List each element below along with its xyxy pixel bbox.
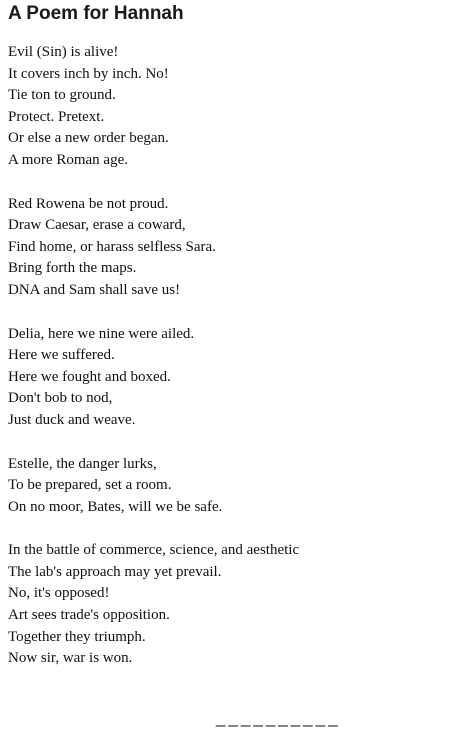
poem-line: Art sees trade's opposition. [8, 607, 170, 624]
poem-line: DNA and Sam shall save us! [8, 281, 181, 298]
poem-line: Bring forth the maps. [8, 260, 137, 277]
stanza-4 [8, 454, 463, 519]
poem-line: In the battle of commerce, science, and aesthetic [8, 542, 300, 559]
signature-rule: __________ [216, 708, 341, 727]
poem-line: No, it's opposed! [8, 585, 110, 602]
stanza-5 [8, 540, 463, 670]
poem-line: Don't bob to nod, [8, 390, 113, 407]
poem-line: Delia, here we nine were ailed. [8, 325, 195, 342]
poem-line: Just duck and weave. [8, 411, 136, 428]
poem-line: Find home, or harass selfless Sara. [8, 238, 216, 255]
poem-line: Together they triumph. [8, 628, 146, 645]
poem-line: Now sir, war is won. [8, 650, 133, 667]
stanza-2 [8, 194, 463, 302]
poem-line: To be prepared, set a room. [8, 477, 172, 494]
poem-line: Draw Caesar, erase a coward, [8, 217, 186, 234]
stanza-3 [8, 324, 463, 432]
poem-line: Here we fought and boxed. [8, 368, 171, 385]
poem-line: Tie ton to ground. [8, 87, 116, 104]
poem-line: Or else a new order began. [8, 130, 169, 147]
poem-line: Protect. Pretext. [8, 108, 105, 125]
poem-line: Red Rowena be not proud. [8, 195, 169, 212]
poem-title: A Poem for Hannah [8, 3, 184, 24]
poem-line: Here we suffered. [8, 347, 115, 364]
stanza-1 [8, 42, 463, 172]
poem-line: Estelle, the danger lurks, [8, 455, 157, 472]
poem-line: The lab's approach may yet prevail. [8, 563, 222, 580]
poem-body [8, 42, 463, 692]
poem-line: On no moor, Bates, will we be safe. [8, 498, 223, 515]
poem-line: It covers inch by inch. No! [8, 65, 169, 82]
poem-line: A more Roman age. [8, 151, 128, 168]
poem-line: Evil (Sin) is alive! [8, 44, 119, 60]
